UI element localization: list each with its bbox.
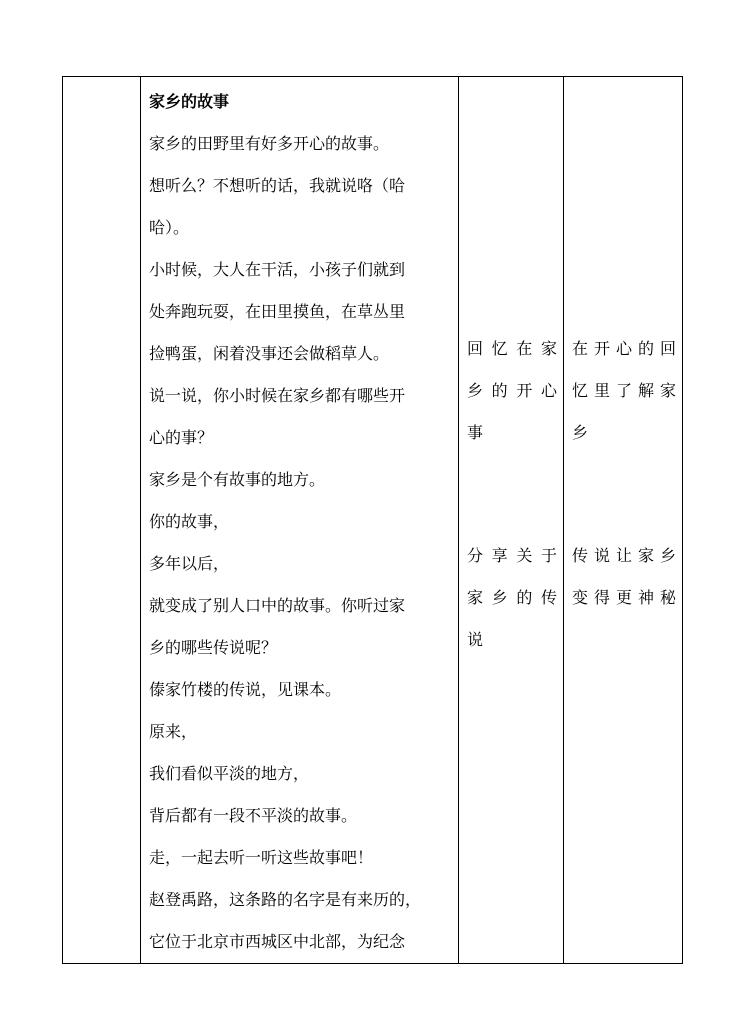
activity-block	[467, 535, 557, 661]
content-line: 走，一起去听一听这些故事吧！	[149, 848, 374, 867]
purpose-line: 乡	[572, 423, 589, 442]
design-purpose-cell	[564, 77, 683, 964]
purpose-line: 忆里了解家	[572, 381, 676, 400]
content-line: 处奔跑玩耍，在田里摸鱼，在草丛里	[149, 302, 406, 321]
content-line: 傣家竹楼的传说，见课本。	[149, 680, 342, 699]
student-activity-cell	[459, 77, 564, 964]
purpose-line: 变得更神秘	[572, 588, 676, 607]
lesson-plan-table	[62, 76, 683, 964]
empty-cell	[63, 77, 141, 964]
section-title: 家乡的故事	[149, 92, 230, 111]
content-line: 原来，	[149, 722, 198, 741]
content-line: 家乡是个有故事的地方。	[149, 470, 326, 489]
purpose-block	[572, 328, 676, 454]
table-row	[63, 77, 683, 964]
content-line: 它位于北京市西城区中北部，为纪念	[149, 932, 406, 951]
activity-block	[467, 328, 557, 454]
content-line: 就变成了别人口中的故事。你听过家	[149, 596, 406, 615]
content-line: 想听么？不想听的话，我就说咯（哈	[149, 176, 406, 195]
content-line: 心的事？	[149, 428, 214, 447]
activity-line: 说	[467, 630, 484, 649]
teaching-content-cell	[141, 77, 459, 964]
content-line: 小时候，大人在干活，小孩子们就到	[149, 260, 406, 279]
activity-line: 事	[467, 423, 484, 442]
content-line: 你的故事，	[149, 512, 230, 531]
content-line: 背后都有一段不平淡的故事。	[149, 806, 358, 825]
purpose-line: 在开心的回	[572, 339, 676, 358]
content-line: 捡鸭蛋，闲着没事还会做稻草人。	[149, 344, 390, 363]
activity-line: 分享关于	[467, 546, 557, 565]
activity-line: 乡的开心	[467, 381, 557, 400]
content-line: 哈）。	[149, 218, 190, 237]
content-line: 乡的哪些传说呢？	[149, 638, 278, 657]
activity-line: 家乡的传	[467, 588, 557, 607]
content-line: 多年以后，	[149, 554, 230, 573]
purpose-block	[572, 535, 676, 619]
purpose-line: 传说让家乡	[572, 546, 676, 565]
content-line: 家乡的田野里有好多开心的故事。	[149, 134, 390, 153]
content-line: 说一说，你小时候在家乡都有哪些开	[149, 386, 406, 405]
content-line: 赵登禹路，这条路的名字是有来历的，	[149, 890, 422, 909]
content-paragraphs	[149, 123, 458, 963]
activity-line: 回忆在家	[467, 339, 557, 358]
content-line: 我们看似平淡的地方，	[149, 764, 310, 783]
